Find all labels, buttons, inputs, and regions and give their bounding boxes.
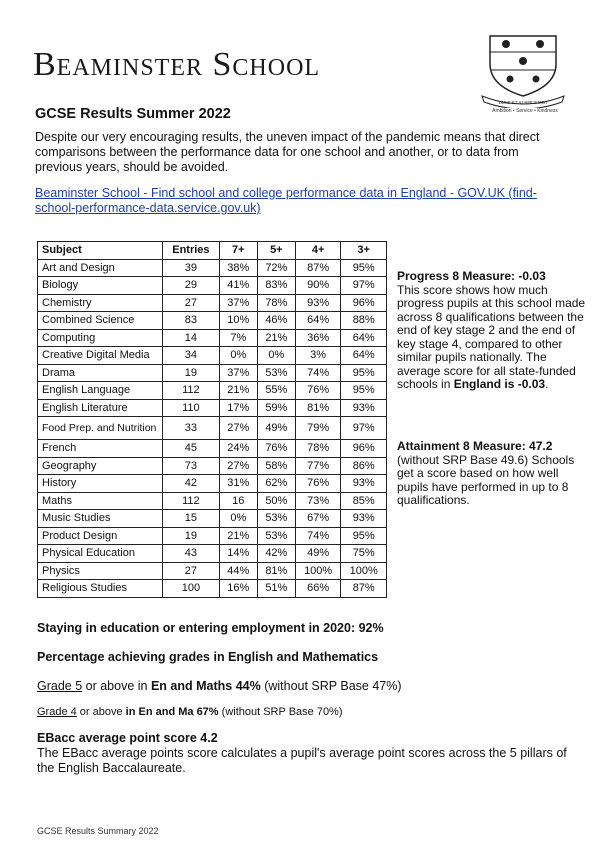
value-cell: 42 xyxy=(163,475,220,493)
value-cell: 95% xyxy=(341,527,387,545)
value-cell: 21% xyxy=(219,382,257,400)
progress8-block: Progress 8 Measure: -0.03 This score shows how much progress pupils at this school made across 8 qualifications between the end of key stage 2 and the end of key stage 4, compared to other similar pupils nationally. The average score for all state-funded schools in England is -0.03. xyxy=(397,269,586,391)
value-cell: 27% xyxy=(219,417,257,440)
table-row xyxy=(38,417,387,440)
table-row xyxy=(38,562,387,580)
table-row xyxy=(38,527,387,545)
value-cell: 39 xyxy=(163,259,220,277)
value-cell: 78% xyxy=(295,440,341,458)
value-cell: 97% xyxy=(341,417,387,440)
table-row xyxy=(38,545,387,563)
column-header: Subject xyxy=(38,242,163,260)
value-cell: 34 xyxy=(163,347,220,365)
value-cell: 77% xyxy=(295,457,341,475)
value-cell: 58% xyxy=(257,457,295,475)
value-cell: 43 xyxy=(163,545,220,563)
attainment8-body: (without SRP Base 49.6) Schools get a score based on how well pupils have performed in up to 8 qualifications. xyxy=(397,452,575,507)
value-cell: 42% xyxy=(257,545,295,563)
value-cell: 81% xyxy=(257,562,295,580)
table-row xyxy=(38,580,387,598)
value-cell: 49% xyxy=(295,545,341,563)
value-cell: 93% xyxy=(341,510,387,528)
grade4-label: Grade 4 xyxy=(37,706,77,718)
value-cell: 3% xyxy=(295,347,341,365)
value-cell: 19 xyxy=(163,364,220,382)
table-row xyxy=(38,399,387,417)
value-cell: 16 xyxy=(219,492,257,510)
value-cell: 33 xyxy=(163,417,220,440)
value-cell: 67% xyxy=(295,510,341,528)
table-row xyxy=(38,312,387,330)
subject-cell: Religious Studies xyxy=(38,580,163,598)
subject-cell: Art and Design xyxy=(38,259,163,277)
value-cell: 81% xyxy=(295,399,341,417)
table-row xyxy=(38,510,387,528)
value-cell: 90% xyxy=(295,277,341,295)
svg-text:DUCE ET AUSPICE DEO: DUCE ET AUSPICE DEO xyxy=(498,100,548,105)
school-motto: Ambition • Service • Kindness xyxy=(492,108,558,114)
value-cell: 17% xyxy=(219,399,257,417)
table-row xyxy=(38,259,387,277)
value-cell: 64% xyxy=(295,312,341,330)
value-cell: 7% xyxy=(219,329,257,347)
table-row xyxy=(38,294,387,312)
value-cell: 79% xyxy=(295,417,341,440)
value-cell: 53% xyxy=(257,527,295,545)
value-cell: 110 xyxy=(163,399,220,417)
value-cell: 0% xyxy=(219,347,257,365)
value-cell: 21% xyxy=(219,527,257,545)
value-cell: 27% xyxy=(219,457,257,475)
value-cell: 64% xyxy=(341,329,387,347)
value-cell: 93% xyxy=(341,475,387,493)
value-cell: 37% xyxy=(219,294,257,312)
value-cell: 76% xyxy=(257,440,295,458)
table-row xyxy=(38,364,387,382)
value-cell: 62% xyxy=(257,475,295,493)
staying-in-education: Staying in education or entering employment in 2020: 92% xyxy=(37,621,384,635)
subject-cell: Drama xyxy=(38,364,163,382)
grade5-line: Grade 5 or above in En and Maths 44% (without SRP Base 47%) xyxy=(37,679,402,693)
table-row xyxy=(38,277,387,295)
school-name: Beaminster School xyxy=(33,46,321,83)
value-cell: 112 xyxy=(163,382,220,400)
table-row xyxy=(38,492,387,510)
value-cell: 24% xyxy=(219,440,257,458)
value-cell: 72% xyxy=(257,259,295,277)
value-cell: 97% xyxy=(341,277,387,295)
value-cell: 0% xyxy=(219,510,257,528)
value-cell: 95% xyxy=(341,382,387,400)
subject-cell: French xyxy=(38,440,163,458)
value-cell: 83% xyxy=(257,277,295,295)
table-row xyxy=(38,457,387,475)
value-cell: 37% xyxy=(219,364,257,382)
table-row xyxy=(38,329,387,347)
value-cell: 49% xyxy=(257,417,295,440)
subject-cell: History xyxy=(38,475,163,493)
table-row xyxy=(38,382,387,400)
subject-cell: Chemistry xyxy=(38,294,163,312)
value-cell: 95% xyxy=(341,364,387,382)
value-cell: 38% xyxy=(219,259,257,277)
value-cell: 83 xyxy=(163,312,220,330)
subject-cell: Physics xyxy=(38,562,163,580)
value-cell: 0% xyxy=(257,347,295,365)
table-row xyxy=(38,475,387,493)
subject-cell: Physical Education xyxy=(38,545,163,563)
value-cell: 29 xyxy=(163,277,220,295)
value-cell: 112 xyxy=(163,492,220,510)
value-cell: 41% xyxy=(219,277,257,295)
value-cell: 93% xyxy=(295,294,341,312)
value-cell: 76% xyxy=(295,475,341,493)
table-row xyxy=(38,347,387,365)
attainment8-heading: Attainment 8 Measure: 47.2 xyxy=(397,439,553,453)
value-cell: 15 xyxy=(163,510,220,528)
value-cell: 87% xyxy=(295,259,341,277)
subject-cell: Music Studies xyxy=(38,510,163,528)
ebacc-heading: EBacc average point score 4.2 xyxy=(37,731,218,745)
value-cell: 36% xyxy=(295,329,341,347)
value-cell: 14 xyxy=(163,329,220,347)
subject-cell: Food Prep. and Nutrition xyxy=(38,417,163,440)
grade5-label: Grade 5 xyxy=(37,679,83,693)
grade4-line: Grade 4 or above in En and Ma 67% (without SRP Base 70%) xyxy=(37,706,343,718)
value-cell: 31% xyxy=(219,475,257,493)
subject-cell: Maths xyxy=(38,492,163,510)
ebacc-body: The EBacc average points score calculates a pupil's average point scores across the 5 pillars of the English Baccalaureate. xyxy=(37,746,567,775)
column-header: 5+ xyxy=(257,242,295,260)
value-cell: 19 xyxy=(163,527,220,545)
value-cell: 75% xyxy=(341,545,387,563)
table-header-row xyxy=(38,242,387,260)
value-cell: 74% xyxy=(295,364,341,382)
value-cell: 51% xyxy=(257,580,295,598)
value-cell: 95% xyxy=(341,259,387,277)
value-cell: 44% xyxy=(219,562,257,580)
footer-text: GCSE Results Summary 2022 xyxy=(37,826,159,836)
value-cell: 73% xyxy=(295,492,341,510)
subject-cell: Combined Science xyxy=(38,312,163,330)
school-crest-logo xyxy=(478,30,568,108)
column-header: 7+ xyxy=(219,242,257,260)
value-cell: 50% xyxy=(257,492,295,510)
value-cell: 96% xyxy=(341,294,387,312)
value-cell: 76% xyxy=(295,382,341,400)
value-cell: 74% xyxy=(295,527,341,545)
value-cell: 27 xyxy=(163,294,220,312)
value-cell: 88% xyxy=(341,312,387,330)
value-cell: 64% xyxy=(341,347,387,365)
progress8-national: England is -0.03 xyxy=(453,377,546,391)
subject-cell: Geography xyxy=(38,457,163,475)
value-cell: 14% xyxy=(219,545,257,563)
value-cell: 55% xyxy=(257,382,295,400)
column-header: Entries xyxy=(163,242,220,260)
results-table xyxy=(37,241,387,598)
intro-paragraph: Despite our very encouraging results, the uneven impact of the pandemic means that direct comparisons between the performance data for one school and another, or to data from previous years, should be avoided. xyxy=(35,130,540,174)
value-cell: 46% xyxy=(257,312,295,330)
value-cell: 87% xyxy=(341,580,387,598)
subject-cell: Creative Digital Media xyxy=(38,347,163,365)
value-cell: 27 xyxy=(163,562,220,580)
progress8-body: This score shows how much progress pupils at this school made across 8 qualifications between the end of key stage 2 and the end of key stage 4, compared to other similar pupils nationally. The average score for all state-funded schools in xyxy=(397,282,586,391)
page-title: GCSE Results Summer 2022 xyxy=(35,106,231,122)
value-cell: 53% xyxy=(257,510,295,528)
value-cell: 100% xyxy=(341,562,387,580)
english-maths-heading: Percentage achieving grades in English and Mathematics xyxy=(37,650,379,664)
value-cell: 16% xyxy=(219,580,257,598)
value-cell: 78% xyxy=(257,294,295,312)
value-cell: 73 xyxy=(163,457,220,475)
subject-cell: English Language xyxy=(38,382,163,400)
column-header: 3+ xyxy=(341,242,387,260)
progress8-heading: Progress 8 Measure: -0.03 xyxy=(397,269,546,283)
subject-cell: Biology xyxy=(38,277,163,295)
value-cell: 53% xyxy=(257,364,295,382)
table-row xyxy=(38,440,387,458)
performance-data-link[interactable]: Beaminster School - Find school and college performance data in England - GOV.UK (find-school-performance-data.service.gov.uk) xyxy=(35,186,537,215)
attainment8-block xyxy=(397,440,587,508)
value-cell: 66% xyxy=(295,580,341,598)
value-cell: 21% xyxy=(257,329,295,347)
grade4-value: in En and Ma 67% xyxy=(125,706,219,718)
grade5-value: En and Maths 44% xyxy=(150,679,261,693)
column-header: 4+ xyxy=(295,242,341,260)
subject-cell: Product Design xyxy=(38,527,163,545)
subject-cell: Computing xyxy=(38,329,163,347)
subject-cell: English Literature xyxy=(38,399,163,417)
value-cell: 85% xyxy=(341,492,387,510)
value-cell: 10% xyxy=(219,312,257,330)
value-cell: 96% xyxy=(341,440,387,458)
value-cell: 86% xyxy=(341,457,387,475)
value-cell: 93% xyxy=(341,399,387,417)
value-cell: 59% xyxy=(257,399,295,417)
results-body xyxy=(38,259,387,597)
value-cell: 45 xyxy=(163,440,220,458)
value-cell: 100% xyxy=(295,562,341,580)
value-cell: 100 xyxy=(163,580,220,598)
